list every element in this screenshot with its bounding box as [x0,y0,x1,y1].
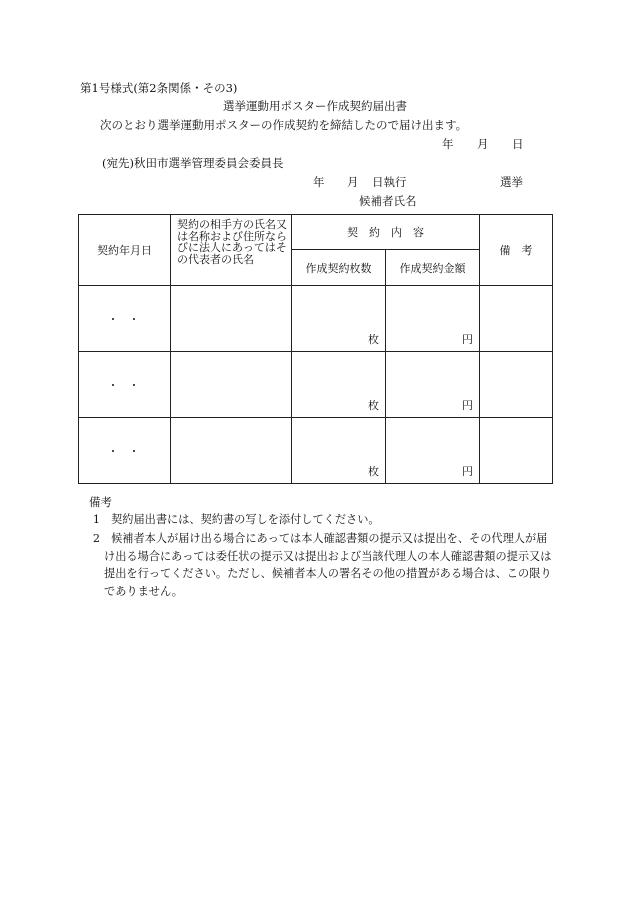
row-date: ・・ [79,352,171,418]
row-amount [386,352,480,418]
row-party [171,352,292,418]
table-row [79,352,553,418]
election-month-label: 月 [347,175,359,189]
sheet-unit: 枚 [368,398,379,412]
date-year-label: 年 [442,137,454,151]
row-date: ・・ [79,286,171,352]
row-date: ・・ [79,418,171,484]
header-remarks: 備 考 [480,215,553,286]
yen-unit: 円 [462,398,473,412]
addressee: (宛先)秋田市選挙管理委員会委員長 [102,156,284,170]
yen-unit: 円 [462,332,473,346]
table-row [79,286,553,352]
header-contract-date: 契約年月日 [79,215,171,286]
contract-table [78,214,553,484]
header-sheet-count: 作成契約枚数 [292,250,386,286]
date-month-label: 月 [477,137,489,151]
table-row [79,418,553,484]
notes-heading: 備考 [89,495,112,509]
note-1: 1 契約届出書には、契約書の写しを添付してください。 [92,513,380,526]
row-amount [386,286,480,352]
form-title: 選挙運動用ポスター作成契約届出書 [223,99,407,113]
row-remarks [480,286,553,352]
sheet-unit: 枚 [368,464,379,478]
row-party [171,418,292,484]
yen-unit: 円 [462,464,473,478]
header-contract-amount: 作成契約金額 [386,250,480,286]
form-number: 第1号様式(第2条関係・その3) [80,81,238,95]
candidate-name-label: 候補者氏名 [359,194,417,208]
election-label: 選挙 [500,175,523,189]
row-party [171,286,292,352]
sheet-unit: 枚 [368,332,379,346]
note-2: 2 候補者本人が届け出る場合にあっては本人確認書類の提示又は提出を、その代理人が届け出る場合にあっては委任状の提示又は提出および当該代理人の本人確認書類の提示又は提出を行ってください。ただし、候補者本人の署名その他の措置がある場合は、この限りでありません。 [92,532,552,598]
header-contract-content: 契 約 内 容 [292,215,480,250]
election-year-label: 年 [313,175,325,189]
row-count [292,418,386,484]
header-contract-party: 契約の相手方の氏名又は名称および住所ならびに法人にあってはその代表者の氏名 [171,215,292,286]
election-day-label: 日執行 [372,175,407,189]
row-amount [386,418,480,484]
date-day-label: 日 [512,137,524,151]
row-count [292,286,386,352]
row-remarks [480,418,553,484]
intro-text: 次のとおり選挙運動用ポスターの作成契約を締結したので届け出ます。 [100,118,468,132]
row-remarks [480,352,553,418]
row-count [292,352,386,418]
